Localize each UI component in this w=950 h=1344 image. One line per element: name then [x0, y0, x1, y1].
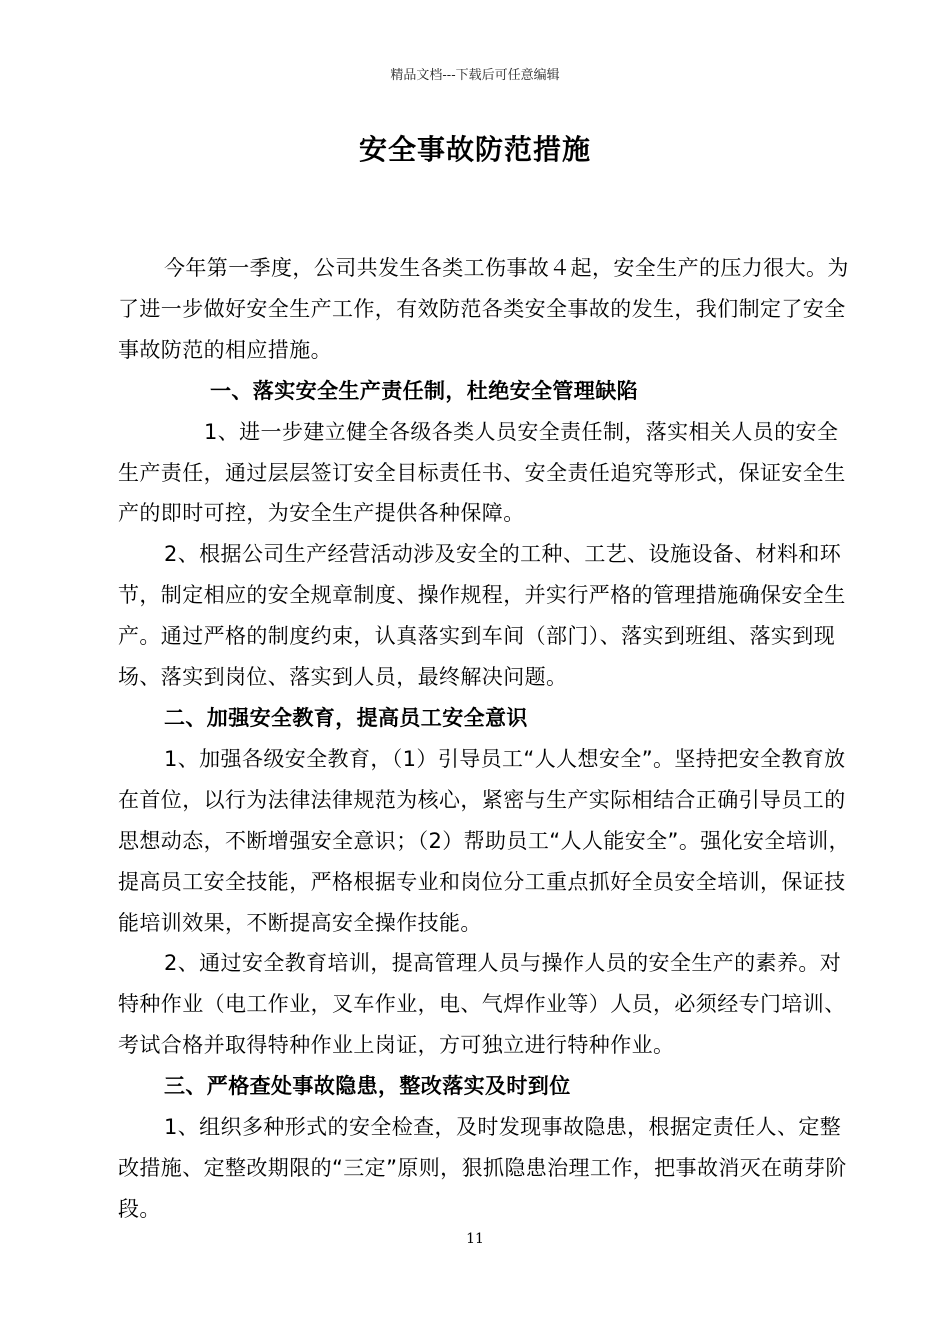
page-header: 精品文档---下载后可任意编辑 [390, 68, 560, 83]
section-3-heading: 三、严格查处事故隐患，整改落实及时到位 [164, 1074, 571, 1099]
section-1-item-1: 1、进一步建立健全各级各类人员安全责任制，落实相关人员的安全生产责任，通过层层签订安全目标责任书、安全责任追究等形式，保证安全生产的即时可控，为安全生产提供各种保障。 [118, 419, 846, 526]
page-number: 11 [466, 1231, 484, 1247]
section-2-item-2: 2、通过安全教育培训，提高管理人员与操作人员的安全生产的素养。对特种作业（电工作业，叉车作业，电、气焊作业等）人员，必须经专门培训、考试合格并取得特种作业上岗证，方可独立进行特种作业。 [118, 951, 846, 1058]
section-2-item-1: 1、加强各级安全教育，（1）引导员工“人人想安全”。坚持把安全教育放在首位，以行为法律法律规范为核心，紧密与生产实际相结合正确引导员工的思想动态，不断增强安全意识；（2）帮助员工“人人能安全”。强化安全培训，提高员工安全技能，严格根据专业和岗位分工重点抓好全员安全培训，保证技能培训效果，不断提高安全操作技能。 [118, 746, 851, 935]
document-title: 安全事故防范措施 [358, 133, 591, 166]
document-body [118, 248, 858, 1230]
section-3-item-1: 1、组织多种形式的安全检查，及时发现事故隐患，根据定责任人、定整改措施、定整改期限的“三定”原则，狠抓隐患治理工作，把事故消灭在萌芽阶段。 [118, 1115, 847, 1221]
section-1-item-2: 2、根据公司生产经营活动涉及安全的工种、工艺、设施设备、材料和环节，制定相应的安全规章制度、操作规程，并实行严格的管理措施确保安全生产。通过严格的制度约束，认真落实到车间（部门）、落实到班组、落实到现场、落实到岗位、落实到人员，最终解决问题。 [118, 542, 846, 690]
intro-paragraph: 今年第一季度，公司共发生各类工伤事故４起，安全生产的压力很大。为了进一步做好安全生产工作，有效防范各类安全事故的发生，我们制定了安全事故防范的相应措施。 [118, 256, 849, 362]
section-2-heading: 二、加强安全教育，提高员工安全意识 [164, 705, 528, 730]
section-1-heading: 一、落实安全生产责任制，杜绝安全管理缺陷 [210, 378, 638, 403]
